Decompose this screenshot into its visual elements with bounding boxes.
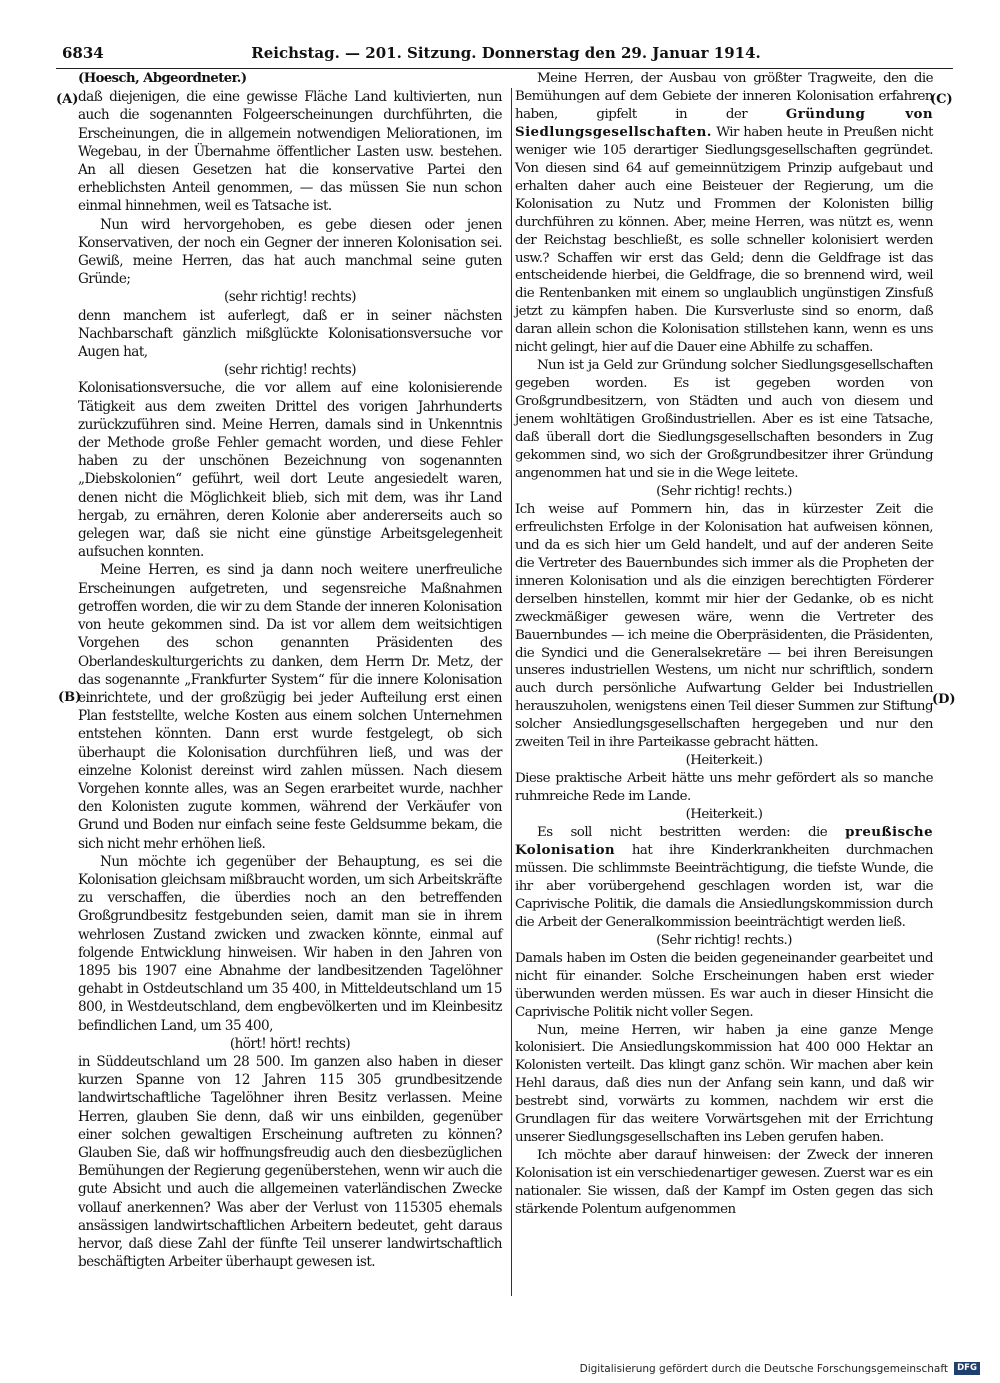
page-header: [62, 44, 950, 68]
margin-label-b: (B): [58, 690, 82, 705]
paragraph: in Süddeutschland um 28 500. Im ganzen also haben in dieser kurzen Spanne von 12 Jahren 115 305 grundbesitzende landwirtschaftliche Tagelöhner ihren Besitz verlassen. Meine Herren, glauben Sie denn, daß wir uns einbilden, gegenüber einer solchen gewaltigen Erscheinung auftreten zu können? Glauben Sie, daß wir hoffnungsfreudig auch den diesbezüglichen Bemühungen der Regierung gegenüberstehen, wenn wir auch die gute Absicht und auch die allgemeinen vaterländischen Zwecke vollauf anerkennen? Was aber der Verlust von 115305 ehemals ansässigen landwirtschaftlichen Arbeitern bedeutet, geht daraus hervor, daß diese Zahl der fünfte Teil unserer landwirtschaftlich beschäftigten Arbeiter überhaupt gewesen ist.: [78, 1053, 502, 1271]
paragraph: [515, 70, 933, 357]
footer: [580, 1362, 980, 1375]
paragraph: Kolonisationsversuche, die vor allem auf eine kolonisierende Tätigkeit aus dem zweiten Drittel des vorigen Jahrhunderts zurückzuführen sind. Meine Herren, damals sind in Unkenntnis der Methode große Fehler gemacht worden, und diese Fehler haben zu der unschönen Bezeichnung von sogenannten „Diebskolonien“ geführt, weil dort Leute angesiedelt waren, denen nicht die Möglichkeit blieb, sich mit dem, was ihr Land hergab, zu ernähren, deren Kolonie aber andererseits auch so gelegen war, daß sie nicht eine günstige Arbeitsgelegenheit aufsuchen konnten.: [78, 380, 502, 561]
paragraph: Nun ist ja Geld zur Gründung solcher Siedlungsgesellschaften gegeben worden. Es ist gegeben worden von Großgrundbesitzern, von Städten und auch von diesem und jenem wohltätigen Großindustriellen. Aber es ist eine Tatsache, daß überall dort die Siedlungsgesellschaften besonders in Zug gekommen sind, wo sich der Großgrundbesitzer ihrer Gründung angenommen hat und sie in die Wege leitete.: [515, 358, 933, 481]
interjection: (sehr richtig! rechts): [224, 289, 356, 306]
header-rule: [56, 68, 953, 69]
interjection: (sehr richtig! rechts): [224, 362, 356, 379]
interjection: (Sehr richtig! rechts.): [656, 932, 792, 948]
paragraph: Ich möchte aber darauf hinweisen: der Zweck der inneren Kolonisation ist ein verschiedenartiger gewesen. Zuerst war es ein nationaler. Sie wissen, daß der Kampf im Osten gegen das sich stärkende Polentum aufgenommen: [515, 1148, 933, 1218]
interjection: (Sehr richtig! rechts.): [656, 483, 792, 499]
paragraph: Ich weise auf Pommern hin, das in kürzester Zeit die erfreulichsten Erfolge in der Kolonisation hat aufweisen können, und da es sich hier um Geld handelt, und auf der anderen Seite die Vertreter des Bauernbundes sich immer als die Propheten der inneren Kolonisation und als die einzigen berechtigten Förderer derselben hinstellen, kommt mir hier der Gedanke, ob es nicht zweckmäßiger gewesen wäre, wenn die Vertreter des Bauernbundes — ich meine die Oberpräsidenten, die Präsidenten, die Syndici und die Generalsekretäre — bei ihren Bereisungen unseres industriellen Westens, um nicht nur schriftlich, sondern auch durch persönliche Aufwartung Gelder bei Industriellen herauszuholen, wenigstens einen Teil dieser Summen zur Stiftung solcher Ansiedlungsgesellschaften hergegeben und nur den zweiten Teil in ihre Parteikasse gebracht hätten.: [515, 501, 933, 751]
paragraph: denn manchem ist auferlegt, daß er in seiner nächsten Nachbarschaft gänzlich mißglückte Kolonisationsversuche vor Augen hat,: [78, 307, 502, 361]
bold-heading: preußische Kolonisation: [515, 824, 933, 858]
text-run: Wir haben heute in Preußen nicht weniger wie 105 derartiger Siedlungsgesellschaften gegründet. Von diesen sind 64 auf gemeinnützigem Prinzip aufgebaut und erhalten daher auch eine Beisteuer der Regierung, um die Kolonisation zu Nutz und Frommen der Kolonisten billig durchführen zu können. Aber, meine Herren, was nützt es, wenn der Reichstag beschließt, es solle schneller kolonisiert werden usw.? Schaffen wir erst das Geld; denn die Geldfrage ist das entscheidende hierbei, die Geldfrage, die so brennend wird, weil die Rentenbanken mit einem so unglaublich ungünstigen Zinsfuß jetzt zu kämpfen haben. Die Kursverluste sind so enorm, daß daran allein schon die Kolonisation stillstehen kann, wenn es uns nicht gelingt, hier auf die Dauer eine Abhilfe zu schaffen.: [515, 124, 933, 356]
text-run: Meine Herren, der Ausbau von größter Tragweite, den die Bemühungen auf dem Gebiete der inneren Kolonisation erfahren haben, gipfelt in der: [515, 71, 933, 122]
running-title: Reichstag. — 201. Sitzung. Donnerstag den 29. Januar 1914.: [251, 44, 761, 62]
text-run: Es soll nicht bestritten werden: die: [537, 825, 828, 841]
paragraph: Diese praktische Arbeit hätte uns mehr gefördert als so manche ruhmreiche Rede im Lande.: [515, 771, 933, 805]
dfg-logo-icon: DFG: [954, 1362, 980, 1375]
paragraph: Damals haben im Osten die beiden gegeneinander gearbeitet und nicht für einander. Solche Erscheinungen haben erst wieder überwunden werden müssen. Es war auch in dieser Hinsicht die Caprivische Politik nicht voller Segen.: [515, 950, 933, 1020]
speaker-line: (Hoesch, Abgeordneter.): [78, 71, 247, 86]
interjection: (Heiterkeit.): [685, 807, 763, 823]
paragraph: [515, 824, 933, 932]
margin-label-a: (A): [56, 92, 79, 107]
margin-label-d: (D): [932, 692, 956, 707]
interjection: (Heiterkeit.): [685, 753, 763, 769]
paragraph: Meine Herren, es sind ja dann noch weitere unerfreuliche Erscheinungen aufgetreten, und segensreiche Maßnahmen getroffen worden, die wir zu dem Stande der inneren Kolonisation von heute gekommen sind. Da ist vor allem dem weitsichtigen Vorgehen des schon genannten Präsidenten des Oberlandeskulturgerichts zu danken, dem Herrn Dr. Metz, der das sogenannte „Frankfurter System“ für die innere Kolonisation einrichtete, und der großzügig bei jeder Aufteilung erst einen Plan feststellte, welche Kosten aus einem solchen Unternehmen entstehen könnten. Dann erst wurde festgelegt, ob sich überhaupt die Kolonisation durchführen ließ, und was der einzelne Kolonist dereinst wird zahlen müssen. Nach diesem Vorgehen konnte alles, was an Segen erarbeitet wurde, nachher den Kolonisten zugute kommen, während der Verkäufer von Grund und Boden nur einfach seine feste Geldsumme bekam, die sich nicht mehr erhöhen ließ.: [78, 562, 502, 852]
paragraph: daß diejenigen, die eine gewisse Fläche Land kultivierten, nun auch die sogenannten Folgeerscheinungen durchführten, die Erscheinungen, die in allgemein notwendigen Meliorationen, im Wegebau, in der Übernahme öffentlicher Lasten usw. bestehen. An all diesen Gesetzen hat die konservative Partei den erheblichsten Anteil genommen, — das müssen Sie nun schon einmal hinnehmen, weil es Tatsache ist.: [78, 89, 502, 215]
funding-note: Digitalisierung gefördert durch die Deutsche Forschungsgemeinschaft: [579, 1362, 948, 1375]
paragraph: Nun wird hervorgehoben, es gebe diesen oder jenen Konservativen, der noch ein Gegner der inneren Kolonisation sei. Gewiß, meine Herren, das hat auch manchmal seine guten Gründe;: [78, 216, 502, 288]
page-number: 6834: [62, 44, 104, 62]
text-run: hat ihre Kinderkrankheiten durchmachen müssen. Die schlimmste Beeinträchtigung, die tiefste Wunde, die ihr aber vorübergehend geschlagen worden ist, war die Caprivische Politik, die damals die Ansiedlungskommission durch die Arbeit der Generalkommission beeinträchtigt werden ließ.: [515, 842, 933, 930]
paragraph: Nun, meine Herren, wir haben ja eine ganze Menge kolonisiert. Die Ansiedlungskommission hat 400 000 Hektar an Kolonisten verteilt. Das klingt ganz schön. Wir machen aber kein Hehl daraus, daß dies nun der Anfang sein kann, und daß wir bestrebt sind, vorwärts zu kommen, nachdem wir erst die Grundlagen für das weitere Vorwärtsgehen mit der Errichtung unserer Siedlungsgesellschaften ins Leben gerufen haben.: [515, 1022, 933, 1146]
left-column: [78, 70, 502, 1271]
margin-label-c: (C): [930, 92, 953, 107]
interjection: (hört! hört! rechts): [229, 1035, 351, 1052]
bold-heading: Gründung von Siedlungsgesellschaften.: [515, 105, 934, 140]
paragraph: Nun möchte ich gegenüber der Behauptung, es sei die Kolonisation gleichsam mißbraucht worden, um sich Arbeitskräfte zu verschaffen, die überdies noch an den betreffenden Großgrundbesitz festgebunden seien, damit man sie in ihrem wehrlosen Zustand zwicken und zwacken könnte, einmal auf folgende Entwicklung hinweisen. Wir haben in den Jahren von 1895 bis 1907 eine Abnahme der landbesitzenden Tagelöhner gehabt in Ostdeutschland um 35 400, in Mitteldeutschland um 15 800, in Westdeutschland, dem engbevölkerten und im Kleinbesitz befindlichen Land, um 35 400,: [78, 853, 502, 1034]
right-column: [515, 70, 933, 1219]
column-divider: [511, 88, 512, 1296]
